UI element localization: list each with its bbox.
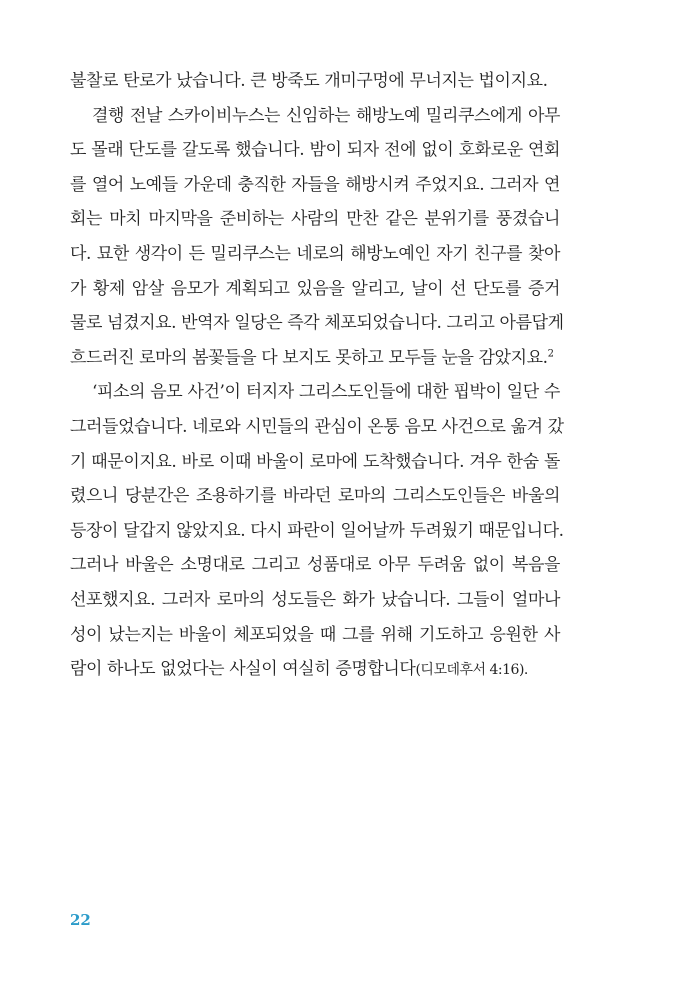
text-line-with-footnote [70, 341, 560, 376]
text-line: 등장이 달갑지 않았지요. 다시 파란이 일어날까 두려웠기 때문입니다. [70, 520, 564, 541]
page-number: 22 [70, 911, 91, 929]
text-line: 도 몰래 단도를 갈도록 했습니다. 밤이 되자 전에 없이 호화로운 연회 [70, 140, 560, 161]
text-line: 성이 났는지는 바울이 체포되었을 때 그를 위해 기도하고 응원한 사 [70, 624, 560, 645]
text-line: 물로 넘겼지요. 반역자 일당은 즉각 체포되었습니다. 그리고 아름답게 [70, 313, 564, 334]
text-line: 선포했지요. 그러자 로마의 성도들은 화가 났습니다. 그들이 얼마나 [70, 589, 560, 610]
text-line: 불찰로 탄로가 났습니다. 큰 방죽도 개미구멍에 무너지는 법이지요. [70, 71, 548, 91]
text-line: 렸으니 당분간은 조용하기를 바라던 로마의 그리스도인들은 바울의 [70, 486, 560, 507]
body-text [70, 64, 564, 687]
text-line: 가 황제 암살 음모가 계획되고 있음을 알리고, 날이 선 단도를 증거 [70, 278, 560, 299]
text-line-with-citation [70, 652, 560, 687]
text-line: ‘피소의 음모 사건’이 터지자 그리스도인들에 대한 핍박이 일단 수 [92, 382, 560, 403]
text-line: 다. 묘한 생각이 든 밀리쿠스는 네로의 해방노예인 자기 친구를 찾아 [70, 243, 560, 264]
text-line: 그러나 바울은 소명대로 그리고 성품대로 아무 두려움 없이 복음을 [70, 555, 560, 576]
text-line: 그러들었습니다. 네로와 시민들의 관심이 온통 음모 사건으로 옮겨 갔 [70, 416, 564, 437]
text-line: 를 열어 노예들 가운데 충직한 자들을 해방시켜 주었지요. 그러자 연 [70, 174, 560, 195]
text-line: 흐드러진 로마의 봄꽃들을 다 보지도 못하고 모두들 눈을 감았지요. [70, 347, 548, 368]
text-line: 회는 마치 마지막을 준비하는 사람의 만찬 같은 분위기를 풍겼습니 [70, 209, 560, 230]
text-line: 기 때문이지요. 바로 이때 바울이 로마에 도착했습니다. 겨우 한숨 돌 [70, 451, 560, 472]
text-line: 결행 전날 스카이비누스는 신임하는 해방노예 밀리쿠스에게 아무 [92, 105, 560, 126]
scripture-citation: (디모데후서 4:16). [415, 662, 528, 679]
text-line: 람이 하나도 없었다는 사실이 여실히 증명합니다 [70, 659, 416, 680]
footnote-mark: 2 [547, 348, 554, 360]
